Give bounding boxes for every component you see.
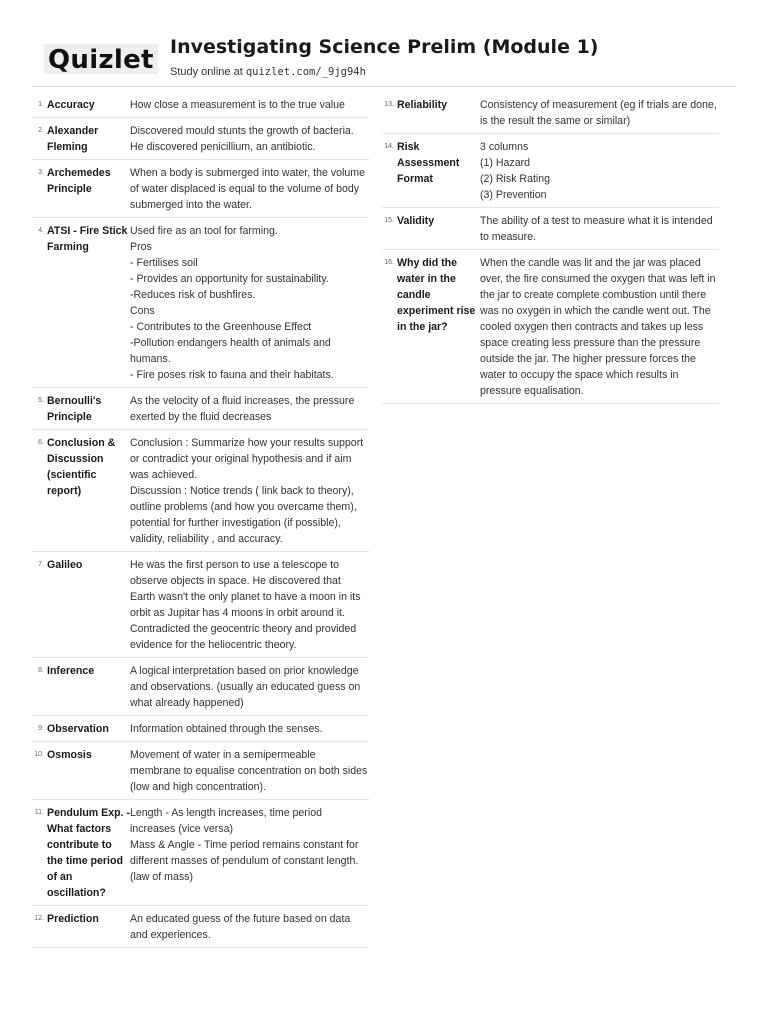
term-definition: When a body is submerged into water, the volume of water displaced is equal to the volume of body submerged into the water. xyxy=(130,167,365,211)
term-cell xyxy=(32,97,130,113)
term-entry xyxy=(382,208,719,250)
term-number: 2. xyxy=(38,127,44,134)
study-online-line xyxy=(170,66,366,78)
term-number: 12. xyxy=(34,915,44,922)
term-definition: As the velocity of a fluid increases, the pressure exerted by the fluid decreases xyxy=(130,395,355,423)
term-entry xyxy=(382,250,719,404)
term-definition: Movement of water in a semipermeable membrane to equalise concentration on both sides (low and high concentration). xyxy=(130,749,368,793)
term-definition: The ability of a test to measure what it is intended to measure. xyxy=(480,215,713,243)
term-cell xyxy=(382,213,480,245)
term-entry xyxy=(32,388,369,430)
term-cell xyxy=(32,435,130,547)
term-label: Archemedes Principle xyxy=(47,167,111,195)
term-cell xyxy=(382,97,480,129)
term-entry xyxy=(32,552,369,658)
study-online-label: Study online at xyxy=(170,66,246,78)
term-entry xyxy=(32,742,369,800)
term-entry xyxy=(32,800,369,906)
term-number: 5. xyxy=(38,397,44,404)
term-cell xyxy=(32,747,130,795)
term-label: Conclusion & Discussion (scientific report) xyxy=(47,437,116,497)
term-cell xyxy=(382,255,480,399)
term-label: Pendulum Exp. - What factors contribute to the time period of an oscillation? xyxy=(47,807,130,899)
term-definition: When the candle was lit and the jar was placed over, the fire consumed the oxygen that was left in the jar to create complete combustion until there was no oxygen in which the candle went out. The cooled oxygen then contracts and takes up less space creating less pressure than the pressure outside the jar. The higher pressure forces the water to occupy the space which results in pressure equalisation. xyxy=(480,257,716,397)
term-label: Osmosis xyxy=(47,749,92,761)
term-label: ATSI - Fire Stick Farming xyxy=(47,225,128,253)
term-label: Accuracy xyxy=(47,99,95,111)
term-entry xyxy=(32,92,369,118)
term-cell xyxy=(32,165,130,213)
term-number: 1. xyxy=(38,101,44,108)
term-definition: Conclusion : Summarize how your results support or contradict your original hypothesis and if aim was achieved. Discussion : Notice trends ( link back to theory), outline problems (and how you overcame them), potential for further investigation (if possible), validity, reliability , and accuracy. xyxy=(130,437,364,545)
term-number: 4. xyxy=(38,227,44,234)
term-cell xyxy=(32,663,130,711)
term-cell xyxy=(32,223,130,383)
term-label: Prediction xyxy=(47,913,99,925)
left-term-column xyxy=(32,92,369,948)
term-label: Risk Assessment Format xyxy=(397,141,460,185)
study-url-link[interactable]: quizlet.com/_9jg94h xyxy=(245,66,366,78)
term-number: 13. xyxy=(384,101,394,108)
term-entry xyxy=(32,160,369,218)
term-number: 6. xyxy=(38,439,44,446)
term-entry xyxy=(32,218,369,388)
term-label: Galileo xyxy=(47,559,83,571)
term-definition: Length - As length increases, time period increases (vice versa) Mass & Angle - Time period remains constant for different masses of pendulum of constant length. (law of mass) xyxy=(130,807,359,883)
term-definition: He was the first person to use a telescope to observe objects in space. He discovered that Earth wasn't the only planet to have a moon in its orbit as Jupitar has 4 moons in orbit around it. Contradicted the geocentric theory and provided evidence for the heliocentric theory. xyxy=(130,559,361,651)
term-cell xyxy=(32,911,130,943)
term-number: 15. xyxy=(384,217,394,224)
term-number: 14. xyxy=(384,143,394,150)
term-number: 9. xyxy=(38,725,44,732)
term-number: 11. xyxy=(34,809,44,816)
term-cell xyxy=(382,139,480,203)
term-entry xyxy=(32,658,369,716)
term-definition: Consistency of measurement (eg if trials are done, is the result the same or similar) xyxy=(480,99,717,127)
term-label: Why did the water in the candle experiment rise in the jar? xyxy=(397,257,476,333)
term-cell xyxy=(32,805,130,901)
term-number: 8. xyxy=(38,667,44,674)
term-label: Validity xyxy=(397,215,435,227)
term-entry xyxy=(32,906,369,948)
term-cell xyxy=(32,557,130,653)
term-label: Alexander Fleming xyxy=(47,125,99,153)
term-definition: A logical interpretation based on prior knowledge and observations. (usually an educated guess on what already happened) xyxy=(130,665,361,709)
right-term-column xyxy=(382,92,719,404)
term-number: 3. xyxy=(38,169,44,176)
term-cell xyxy=(32,393,130,425)
term-number: 7. xyxy=(38,561,44,568)
term-entry xyxy=(382,92,719,134)
term-number: 10. xyxy=(34,751,44,758)
term-definition: Discovered mould stunts the growth of bacteria. He discovered penicillium, an antibiotic. xyxy=(130,125,354,153)
term-cell xyxy=(32,123,130,155)
term-cell xyxy=(32,721,130,737)
term-entry xyxy=(382,134,719,208)
term-label: Reliability xyxy=(397,99,448,111)
term-label: Bernoulli's Principle xyxy=(47,395,102,423)
term-entry xyxy=(32,716,369,742)
term-label: Observation xyxy=(47,723,109,735)
quizlet-logo: Quizlet xyxy=(44,44,158,74)
term-definition: Used fire as an tool for farming. Pros - Fertilises soil - Provides an opportunity for sustainability. -Reduces risk of bushfires. Cons - Contributes to the Greenhouse Effect -Pollution endangers health of animals and humans. - Fire poses risk to fauna and their habitats. xyxy=(130,225,334,381)
term-definition: 3 columns (1) Hazard (2) Risk Rating (3) Prevention xyxy=(480,141,551,201)
term-entry xyxy=(32,430,369,552)
term-label: Inference xyxy=(47,665,95,677)
page-header xyxy=(32,30,736,87)
term-entry xyxy=(32,118,369,160)
term-definition: Information obtained through the senses. xyxy=(130,723,323,735)
term-number: 16. xyxy=(384,259,394,266)
term-definition: How close a measurement is to the true value xyxy=(130,99,345,111)
page-title: Investigating Science Prelim (Module 1) xyxy=(170,36,599,58)
term-definition: An educated guess of the future based on data and experiences. xyxy=(130,913,351,941)
